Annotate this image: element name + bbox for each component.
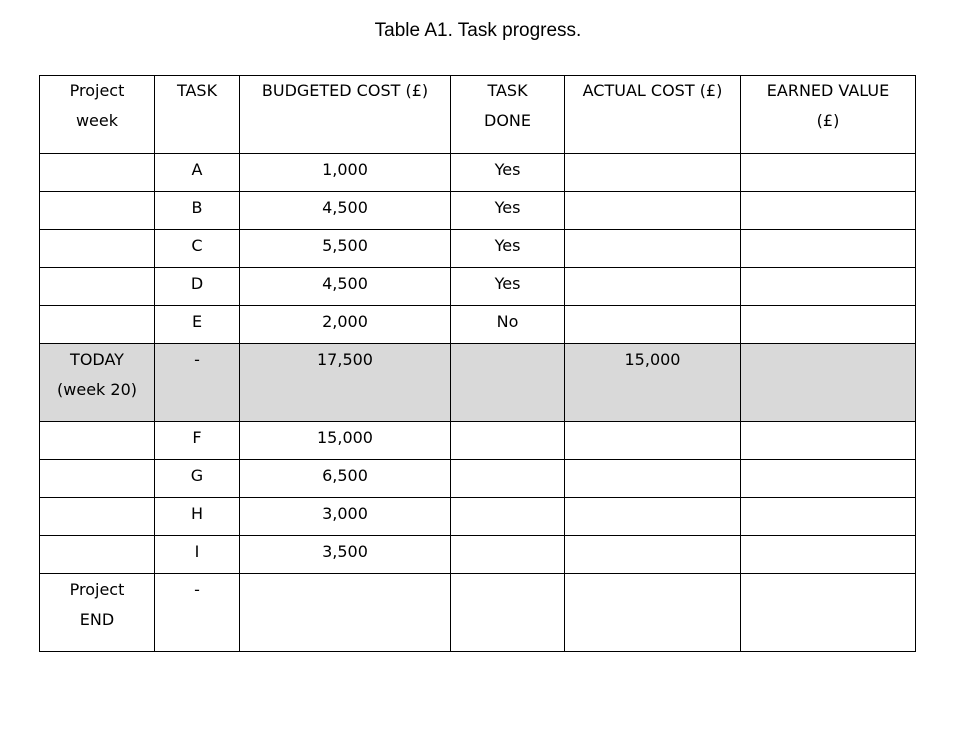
budgeted-cost-cell: 15,000 xyxy=(240,422,451,460)
task-cell: D xyxy=(155,268,240,306)
project-week-cell xyxy=(40,460,155,498)
earned-value-cell xyxy=(741,344,916,422)
earned-value-cell xyxy=(741,574,916,652)
earned-value-cell xyxy=(741,154,916,192)
today-row xyxy=(40,344,916,422)
budgeted-cost-cell: 2,000 xyxy=(240,306,451,344)
task-cell: A xyxy=(155,154,240,192)
table-row xyxy=(40,306,916,344)
project-week-cell: Project END xyxy=(40,574,155,652)
task-cell: H xyxy=(155,498,240,536)
budgeted-cost-cell: 4,500 xyxy=(240,192,451,230)
table-row xyxy=(40,154,916,192)
project-week-cell xyxy=(40,306,155,344)
actual-cost-cell xyxy=(565,498,741,536)
table-row xyxy=(40,536,916,574)
project-end-row xyxy=(40,574,916,652)
task-cell: B xyxy=(155,192,240,230)
column-header-project-week: Project week xyxy=(40,76,155,154)
actual-cost-cell: 15,000 xyxy=(565,344,741,422)
task-done-cell: Yes xyxy=(451,154,565,192)
task-done-cell xyxy=(451,460,565,498)
table-caption: Table A1. Task progress. xyxy=(374,20,582,41)
actual-cost-cell xyxy=(565,230,741,268)
project-week-cell xyxy=(40,154,155,192)
budgeted-cost-cell: 4,500 xyxy=(240,268,451,306)
column-header-actual-cost: ACTUAL COST (£) xyxy=(565,76,741,154)
task-done-cell xyxy=(451,536,565,574)
actual-cost-cell xyxy=(565,574,741,652)
budgeted-cost-cell: 3,500 xyxy=(240,536,451,574)
actual-cost-cell xyxy=(565,536,741,574)
header-row xyxy=(40,76,916,154)
table-row xyxy=(40,498,916,536)
task-done-cell: Yes xyxy=(451,268,565,306)
task-done-cell: Yes xyxy=(451,192,565,230)
project-week-cell xyxy=(40,192,155,230)
project-week-cell xyxy=(40,422,155,460)
task-cell: I xyxy=(155,536,240,574)
task-done-cell: No xyxy=(451,306,565,344)
table-row xyxy=(40,460,916,498)
actual-cost-cell xyxy=(565,268,741,306)
project-week-cell xyxy=(40,230,155,268)
table-row xyxy=(40,230,916,268)
project-week-cell xyxy=(40,268,155,306)
column-header-earned-value: EARNED VALUE (£) xyxy=(741,76,916,154)
table-row xyxy=(40,268,916,306)
actual-cost-cell xyxy=(565,306,741,344)
task-cell: F xyxy=(155,422,240,460)
budgeted-cost-cell xyxy=(240,574,451,652)
budgeted-cost-cell: 17,500 xyxy=(240,344,451,422)
earned-value-cell xyxy=(741,498,916,536)
task-done-cell xyxy=(451,422,565,460)
project-week-cell xyxy=(40,498,155,536)
actual-cost-cell xyxy=(565,154,741,192)
budgeted-cost-cell: 1,000 xyxy=(240,154,451,192)
earned-value-cell xyxy=(741,460,916,498)
actual-cost-cell xyxy=(565,192,741,230)
earned-value-cell xyxy=(741,230,916,268)
project-week-cell xyxy=(40,536,155,574)
task-cell: C xyxy=(155,230,240,268)
project-week-cell: TODAY (week 20) xyxy=(40,344,155,422)
task-done-cell xyxy=(451,498,565,536)
table-row xyxy=(40,192,916,230)
budgeted-cost-cell: 5,500 xyxy=(240,230,451,268)
task-progress-table xyxy=(39,75,916,652)
task-done-cell xyxy=(451,574,565,652)
task-cell: - xyxy=(155,574,240,652)
task-cell: E xyxy=(155,306,240,344)
earned-value-cell xyxy=(741,422,916,460)
budgeted-cost-cell: 6,500 xyxy=(240,460,451,498)
actual-cost-cell xyxy=(565,422,741,460)
earned-value-cell xyxy=(741,268,916,306)
earned-value-cell xyxy=(741,536,916,574)
earned-value-cell xyxy=(741,306,916,344)
column-header-task-done: TASK DONE xyxy=(451,76,565,154)
earned-value-cell xyxy=(741,192,916,230)
column-header-budgeted-cost: BUDGETED COST (£) xyxy=(240,76,451,154)
column-header-task: TASK xyxy=(155,76,240,154)
table-row xyxy=(40,422,916,460)
budgeted-cost-cell: 3,000 xyxy=(240,498,451,536)
task-cell: G xyxy=(155,460,240,498)
actual-cost-cell xyxy=(565,460,741,498)
task-done-cell xyxy=(451,344,565,422)
task-cell: - xyxy=(155,344,240,422)
task-done-cell: Yes xyxy=(451,230,565,268)
